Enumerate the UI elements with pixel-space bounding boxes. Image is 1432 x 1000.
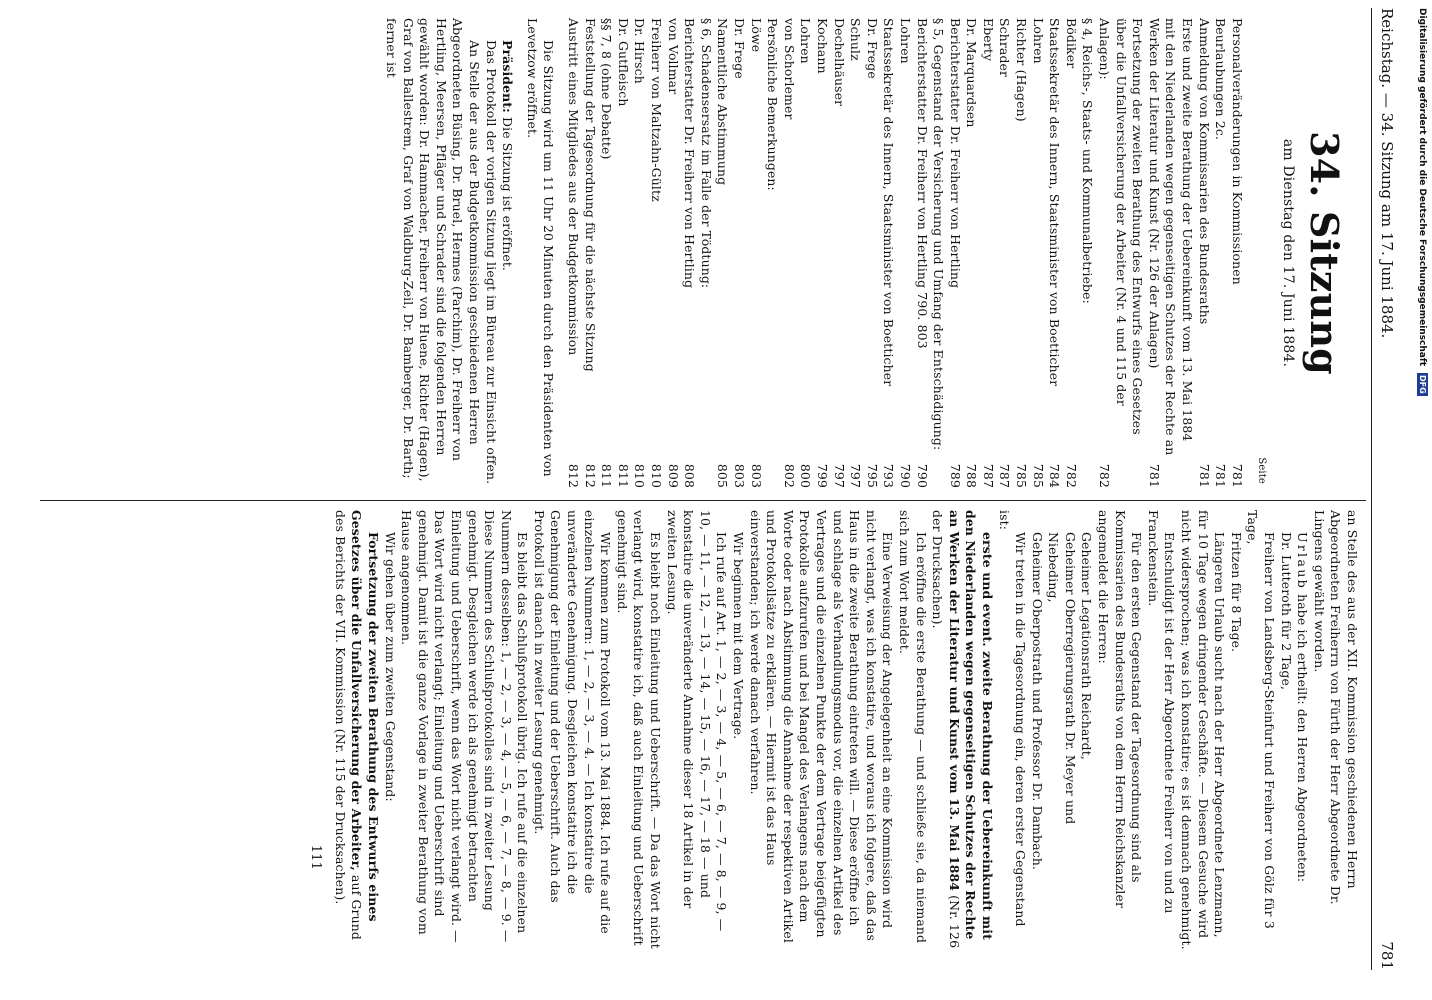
toc-entry-page: 785 (1014, 463, 1030, 488)
toc-entry (764, 18, 781, 488)
toc-entry-page: 781 (1213, 463, 1229, 488)
president-statement (499, 18, 516, 488)
speaker-text: Die Sitzung ist eröffnet. (500, 117, 516, 272)
toc-entry (1095, 18, 1145, 488)
paragraph-second-item: Wir gehen über zum zweiten Gegenstand: (382, 532, 398, 802)
toc-entry-text: Kochann (814, 18, 830, 74)
paragraph-introduction: Es bleibt noch Einleitung und Ueberschrift. — Da das Wort nicht verlangt wird, konstatire ich, daß auch Einleitung und Ueberschrift genehmigt sind. (614, 510, 664, 949)
toc-entry-text: Austritt eines Mitgliedes aus der Budgetkommission (566, 18, 582, 356)
toc-entry (813, 18, 830, 488)
toc-entry-text: §§ 7, 8 (ohne Debatte) (599, 18, 615, 160)
toc-entry-text: Lohren (798, 18, 814, 64)
toc-entry-page: 793 (881, 463, 897, 488)
protocol-paragraph: Das Protokoll der vorigen Sitzung liegt im Büreau zur Einsicht offen. (483, 40, 499, 485)
toc-entry-page: 803 (732, 463, 747, 488)
toc-entry-page: 812 (582, 463, 598, 488)
left-column (383, 18, 1360, 488)
toc-entry-text: § 5, Gegenstand der Versicherung und Umfang der Entschädigung: (931, 18, 947, 451)
toc-entry (1212, 18, 1229, 488)
toc-entry-text: Persönliche Bemerkungen: (765, 18, 781, 191)
toc-entry (996, 18, 1013, 488)
header-rule (1371, 8, 1372, 970)
leave-label: Urlaub (1295, 532, 1311, 591)
toc-entry-page: 808 (682, 463, 698, 488)
toc-entry (930, 18, 947, 488)
paragraph-leave (1294, 510, 1311, 950)
toc-entry (1145, 18, 1195, 488)
toc-entry-text: Dr. Frege (732, 18, 747, 79)
toc-entry-page: 785 (1030, 463, 1046, 488)
toc-entry (963, 18, 980, 488)
credit-text: Digitalisierung gefördert durch die Deutsche Forschungsgemeinschaft (1417, 8, 1427, 367)
toc-entry-page: 812 (566, 463, 582, 488)
toc-entry-page: 782 (1063, 463, 1079, 488)
column-divider (40, 500, 1366, 501)
toc-entry-text: Löwe (748, 18, 764, 53)
toc-entry (714, 18, 731, 488)
toc-entry (581, 18, 598, 488)
signature-number: 111 (308, 844, 324, 870)
toc-entry-text: Berichterstatter Dr. Freiherr von Hertling (947, 18, 963, 289)
speaker-label: Präsident: (500, 40, 516, 113)
toc-entry-text: § 6, Schadensersatz im Falle der Tödtung: (698, 18, 714, 289)
toc-entry-page: 803 (748, 463, 764, 488)
toc-entry-page: 790 (897, 463, 913, 488)
toc-entry-text: Dechelhäuser (831, 18, 847, 107)
toc-entry (847, 18, 864, 488)
leave-line: Fritzen für 8 Tage. (1228, 532, 1244, 653)
toc-entry-text: Dr. Frege (864, 18, 880, 79)
toc-entry-page: 809 (665, 463, 681, 488)
toc-entry-page: 781 (1196, 463, 1212, 488)
toc-entry (1046, 18, 1063, 488)
toc-entry (896, 18, 913, 488)
toc-entry-text: von Vollmar (665, 18, 681, 95)
session-title: 34. Sitzung (1302, 131, 1347, 375)
toc-entry-page: 790 (914, 463, 930, 488)
toc-entry-page: 781 (1146, 463, 1162, 488)
toc-entry-page: 800 (798, 463, 814, 488)
toc-entry-text: Schrader (997, 18, 1013, 78)
toc-entry (797, 18, 814, 488)
toc-entry-page: 797 (831, 463, 847, 488)
toc-entry-page: 802 (781, 463, 797, 488)
toc-entry (1228, 18, 1245, 488)
agenda-item-2-title: Fortsetzung der zweiten Berathung des Entwurfs eines Gesetzes über die Unfallversicherung der Arbeiter, (349, 510, 381, 922)
toc-entry-page: 810 (649, 463, 665, 488)
toc-entry-text: Richter (Hagen) (1014, 18, 1030, 122)
toc-entry (880, 18, 897, 488)
toc-entry (1013, 18, 1030, 488)
toc-entry-page: 799 (814, 463, 830, 488)
toc-entry (614, 18, 631, 488)
toc-entry-page: 805 (715, 463, 731, 488)
toc-entry-text: Lohren (1030, 18, 1046, 64)
toc-entry-text: Erste und zweite Berathung der Uebereinkunft vom 13. Mai 1884 mit den Niederlanden wegen gegenseitigen Schutzes der Rechte an Werken der Literatur und Kunst (Nr. 126 der Anlagen) (1146, 18, 1196, 456)
page-number: 781 (1378, 941, 1396, 970)
toc-entry-text: Berichterstatter Dr. Freiherr von Hertling 790. 803 (914, 18, 930, 349)
toc-entry-text: Dr. Hirsch (632, 18, 648, 84)
toc-entry-text: Berichterstatter Dr. Freiherr von Hertling (682, 18, 698, 289)
toc-page-header: Seite (1256, 457, 1268, 484)
toc-entry (564, 18, 581, 488)
toc-entry-text: Schulz (848, 18, 864, 61)
paragraph-final-protocol: Es bleibt das Schlußprotokoll übrig. Ich rufe auf die einzelnen Nummern desselben: 1, — 2, — 3, — 4, — 5, — 6, — 7, — 8, — 9. — Diese Nummern des Schlußprotokolles sind in zweiter Lesung genehmigt. Desgleichen werde ich als genehmigt betrachten Einleitung und Ueberschrift, wenn das Wort nicht verlangt wird. — Das Wort wird nicht verlangt; Einleitung und Ueberschrift sind genehmigt. Damit ist die ganze Vorlage in zweiter Berathung vom Hause angenommen. (399, 510, 531, 943)
toc-entry (1029, 18, 1046, 488)
toc-entry-page: 787 (997, 463, 1013, 488)
paragraph-articles: Ich rufe auf Art. 1, — 2, — 3, — 4, — 5, — 6, — 7, — 8, — 9, — 10, — 11, — 12, — 13, — 14, — 15, — 16, — 17, — 18 — und konstatire die unveränderte Annahme dieser 18 Artikel in der zweiten Lesung. (664, 510, 730, 932)
toc-entry-text: Freiherr von Maltzahn-Gültz (649, 18, 665, 202)
paragraph-commission: an Stelle des aus der XII. Kommission geschiedenen Herrn Abgeordneten Freiherrn von Fürth der Herr Abgeordnete Dr. Lingens gewählt worden. (1311, 510, 1360, 905)
leave-line: Dr. Lutteroth für 2 Tage, (1278, 532, 1294, 691)
toc-entry (747, 18, 764, 488)
toc-entry (697, 18, 714, 488)
right-column (307, 510, 1360, 950)
budget-paragraph: An Stelle der aus der Budgetkommission geschiedenen Herren Abgeordneten Büsing, Dr. Bruel, Hermes (Parchim), Dr. Freiherr von Hertling, Meersen, Pfläger und Schrader sind die folgenden Herren gewählt worden: Dr. Hammacher, Freiherr von Huene, Richter (Hagen), Graf von Ballestrem, Graf von Waldburg-Zeil, Dr. Bamberger, Dr. Barth; ferner ist (384, 18, 483, 482)
toc-entry-text: Namentliche Abstimmung (715, 18, 731, 186)
toc-entry (1062, 18, 1079, 488)
toc-entry-page: 784 (1047, 463, 1063, 488)
leave-text: habe ich ertheilt: den Herren Abgeordneten: (1295, 594, 1311, 883)
opening-paragraph: Die Sitzung wird um 11 Uhr 20 Minuten durch den Präsidenten von Levetzow eröffnet. (524, 18, 557, 477)
toc-entry (946, 18, 963, 488)
digitization-credit (1410, 8, 1428, 1000)
commissioner-line: Geheimer Legationsrath Reichardt, (1079, 532, 1095, 760)
toc-entry (647, 18, 664, 488)
session-date: am Dienstag den 17. Juni 1884. (1280, 138, 1296, 368)
paragraph-begin: Wir beginnen mit dem Vertrage. (731, 532, 747, 740)
agenda-item-2-ref: auf Grund des Berichts der VII. Kommission (Nr. 115 der Drucksachen). (332, 510, 365, 940)
toc-entry-text: Staatssekretär des Innern, Staatsminister von Boetticher (1047, 18, 1063, 387)
toc-entry-text: Feststellung der Tagesordnung für die nächste Sitzung (582, 18, 598, 372)
toc-entry-text: § 4, Reichs-, Staats- und Kommunalbetriebe: (1080, 18, 1096, 304)
agenda-item-2 (331, 510, 381, 950)
toc-entry-page: 811 (599, 463, 615, 488)
agenda-item-1 (929, 510, 995, 950)
toc-entry-text: Fortsetzung der zweiten Berathung des Entwurfs eines Gesetzes über die Unfallversicherung der Arbeiter (Nr. 4 und 115 der Anlagen): (1097, 18, 1146, 435)
paragraph-longer-leave: Längeren Urlaub sucht nach der Herr Abgeordnete Lenzmann, für 10 Tage wegen dringender Geschäfte. — Diesem Gesuche wird nicht widersprochen; was ich konstatire; es ist demnach genehmigt. (1179, 510, 1228, 950)
toc-entry (913, 18, 930, 488)
commissioner-line: Geheimer Oberregierungsrath Dr. Meyer und (1062, 532, 1078, 825)
toc-entry-text: Personalveränderungen in Kommissionen (1229, 18, 1245, 285)
toc-entry-text: Bödiker (1063, 18, 1079, 69)
toc-entry (681, 18, 698, 488)
toc-entry (830, 18, 847, 488)
toc-entry-page: 797 (848, 463, 864, 488)
toc-entry-text: Beurlaubungen 2c. (1213, 18, 1229, 141)
toc-entry-text: Dr. Marquardsen (964, 18, 980, 128)
toc-entry-page: 781 (1229, 463, 1245, 488)
toc-entry (664, 18, 681, 488)
toc-entry-text: von Schorlemer (781, 18, 797, 120)
dfg-logo: DFG (1418, 375, 1427, 394)
toc-entry-text: Eberty (980, 18, 996, 62)
toc-entry (631, 18, 648, 488)
toc-entry-page: 788 (964, 463, 980, 488)
header-title: Reichstag. — 34. Sitzung am 17. Juni 1884. (1378, 8, 1396, 339)
toc-entry-page: 789 (947, 463, 963, 488)
toc-entry-page: 787 (980, 463, 996, 488)
paragraph-excused: Entschuldigt ist der Herr Abgeordnete Freiherr von und zu Franckenstein. (1145, 510, 1178, 914)
toc-entry-text: Anmeldung von Kommissarien des Bundesraths (1196, 18, 1212, 325)
paragraph-agenda: Wir treten in die Tagesordnung ein, deren erster Gegenstand ist: (996, 510, 1029, 927)
toc-entry-page: 810 (632, 463, 648, 488)
toc-entry (1079, 18, 1096, 488)
agenda-item-1-ref: (Nr. 126 der Drucksachen). (930, 510, 962, 949)
toc-entry (863, 18, 880, 488)
toc-entry (730, 18, 747, 488)
toc-entry-text: Dr. Gutfleisch (615, 18, 631, 107)
table-of-contents (564, 18, 1244, 488)
paragraph-protocol: Wir kommen zum Protokoll vom 13. Mai 1884. Ich rufe auf die einzelnen Nummern: 1, — 2, — 3, — 4. — Ich konstatire die unveränderte Genehmigung. Desgleichen konstatire ich die Genehmigung der Einleitung und der Ueberschrift. Auch das Protokoll ist danach in zweiter Lesung genehmigt. (531, 510, 614, 934)
toc-entry-page: 782 (1097, 463, 1113, 488)
toc-entry (979, 18, 996, 488)
toc-entry-page: 795 (864, 463, 880, 488)
toc-entry (598, 18, 615, 488)
toc-entry-text: Lohren (897, 18, 913, 64)
toc-entry (1195, 18, 1212, 488)
leave-line: Freiherr von Landsberg-Steinfurt und Freiherr von Gölz für 3 Tage, (1245, 510, 1278, 929)
paragraph-commissioners: Für den ersten Gegenstand der Tagesordnung sind als Kommissarien des Bundesraths von dem Herrn Reichskanzler angemeldet die Herren: (1096, 510, 1145, 909)
commissioner-line: Niebeding, (1046, 532, 1062, 603)
toc-entry-text: Staatssekretär des Innern, Staatsminister von Boetticher (881, 18, 897, 387)
paragraph-procedure: Eine Verweisung der Angelegenheit an eine Kommission wird nicht verlangt, was ich konstatire, und woraus ich folgere, daß das Haus in die zweite Berathung eintreten will. — Diese eröffne ich und schlage als Verhandlungsmodus vor, die einzelnen Artikel des Vertrages und die einzelnen Punkte der dem Vertrage beigefügten Protokolle aufzurufen und bei Mangel des Verlangens nach dem Worte oder nach Abstimmung die Annahme der respektiven Artikel und Protokollsätze zu erklären. — Hiermit ist das Haus einverstanden; ich werde danach verfahren. (747, 510, 896, 943)
toc-entry (780, 18, 797, 488)
agenda-item-1-title: erste und event. zweite Berathung der Uebereinkunft mit den Niederlanden wegen gegenseitigen Schutzes der Rechte an Werken der Literatur und Kunst vom 13. Mai 1884 (946, 510, 995, 940)
toc-entry-page: 811 (615, 463, 631, 488)
commissioner-line: Geheimer Oberpostrath und Professor Dr. Dambach. (1029, 532, 1045, 871)
paragraph-open-debate: Ich eröffne die erste Berathung — und schließe sie, da niemand sich zum Wort meldet. (896, 510, 929, 944)
